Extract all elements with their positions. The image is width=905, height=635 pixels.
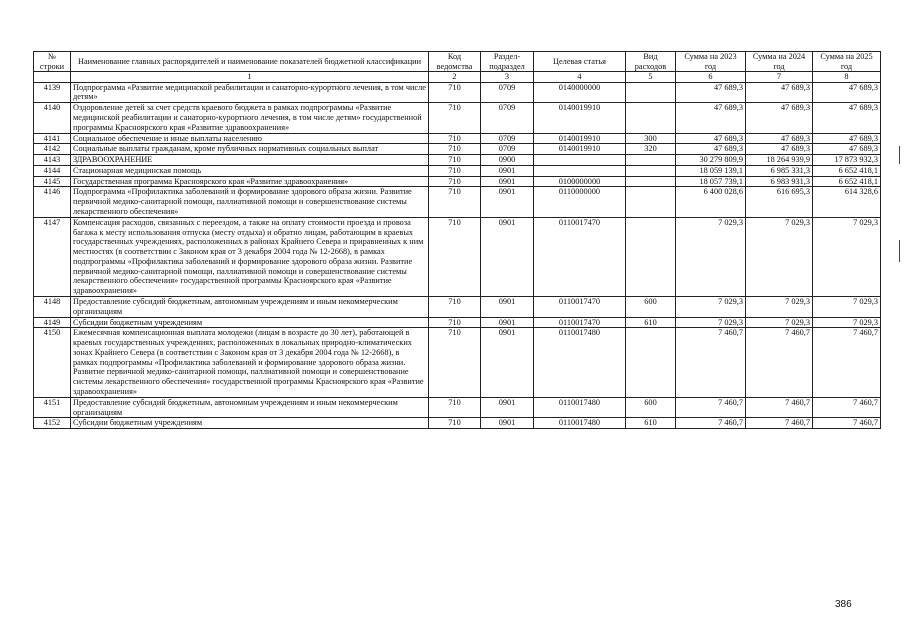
row-sum-2023-cell: 7 029,3 [676,317,746,328]
margin-mark [899,146,900,164]
row-name-cell: Компенсация расходов, связанных с переездом, а также на оплату стоимости проезда и провоза багажа к месту использования отпуска (месту отдыха) и обратно лицам, работающим в краевых государственных учреждениях, расположенных в районах Крайнего Севера и приравненных к ним местностях (в соответствии с Законом края от 3 декабря 2004 года № 12-2668), в рамках подпрограммы «Профилактика заболеваний и формирование здорового образа жизни. Развитие первичной медико-санитарной помощи, паллиативной помощи и совершенствование системы лекарственного обеспечения» государственной программы Красноярского края «Развитие здравоохранения» [71,217,429,296]
row-expense-type-cell [626,165,676,176]
row-target-article-cell [534,165,626,176]
row-target-article-cell: 0110000000 [534,187,626,217]
row-target-article-cell: 0140019910 [534,133,626,144]
row-sum-2025-cell: 47 689,3 [813,144,881,155]
row-section-cell: 0709 [481,82,534,103]
table-row [34,103,881,133]
row-expense-type-cell: 320 [626,144,676,155]
header-number: 8 [813,72,881,83]
row-dept-code-cell: 710 [429,155,481,166]
row-target-article-cell [534,155,626,166]
row-number-cell: 4142 [34,144,71,155]
row-sum-2024-cell: 7 460,7 [746,418,813,429]
row-expense-type-cell [626,103,676,133]
table-row [34,317,881,328]
row-section-cell: 0709 [481,103,534,133]
table-row [34,418,881,429]
row-target-article-cell: 0110017480 [534,328,626,397]
row-dept-code-cell: 710 [429,297,481,318]
header-name: Наименование главных распорядителей и наименование показателей бюджетной классификации [71,52,429,72]
row-sum-2023-cell: 7 029,3 [676,297,746,318]
row-sum-2023-cell: 18 059 139,1 [676,165,746,176]
row-sum-2023-cell: 6 400 028,6 [676,187,746,217]
row-dept-code-cell: 710 [429,397,481,418]
row-section-cell: 0900 [481,155,534,166]
table-row [34,297,881,318]
header-dept-code: Код ведомства [429,52,481,72]
row-section-cell: 0901 [481,328,534,397]
row-expense-type-cell [626,82,676,103]
row-dept-code-cell: 710 [429,217,481,296]
header-number: 5 [626,72,676,83]
row-dept-code-cell: 710 [429,82,481,103]
row-section-cell: 0901 [481,297,534,318]
table-row [34,397,881,418]
page-number: 386 [835,599,852,610]
row-expense-type-cell: 600 [626,397,676,418]
row-sum-2025-cell: 7 460,7 [813,397,881,418]
row-sum-2024-cell: 47 689,3 [746,103,813,133]
row-expense-type-cell: 610 [626,317,676,328]
header-number: 1 [71,72,429,83]
row-number-cell: 4145 [34,176,71,187]
row-sum-2024-cell: 18 264 939,9 [746,155,813,166]
row-name-cell: Предоставление субсидий бюджетным, автономным учреждениям и иным некоммерческим организациям [71,297,429,318]
row-sum-2024-cell: 47 689,3 [746,82,813,103]
row-target-article-cell: 0140019910 [534,144,626,155]
row-sum-2024-cell: 7 460,7 [746,328,813,397]
header-number: 4 [534,72,626,83]
row-target-article-cell: 0110017480 [534,397,626,418]
row-sum-2024-cell: 47 689,3 [746,133,813,144]
row-section-cell: 0709 [481,133,534,144]
row-dept-code-cell: 710 [429,165,481,176]
row-name-cell: Стационарная медицинская помощь [71,165,429,176]
header-sum-2025: Сумма на 2025 год [813,52,881,72]
row-sum-2024-cell: 7 029,3 [746,317,813,328]
row-name-cell: Предоставление субсидий бюджетным, автономным учреждениям и иным некоммерческим организациям [71,397,429,418]
row-name-cell: Оздоровление детей за счет средств краевого бюджета в рамках подпрограммы «Развитие медицинской реабилитации и санаторно-курортного лечения, в том числе детям» государственной программы Красноярского края «Развитие здравоохранения» [71,103,429,133]
header-number: 2 [429,72,481,83]
table-row [34,155,881,166]
row-dept-code-cell: 710 [429,176,481,187]
table-row [34,328,881,397]
row-number-cell: 4143 [34,155,71,166]
header-sum-2023: Сумма на 2023 год [676,52,746,72]
row-dept-code-cell: 710 [429,317,481,328]
row-name-cell: Ежемесячная компенсационная выплата молодежи (лицам в возрасте до 30 лет), работающей в краевых государственных учреждениях, расположенных в локальных природно-климатических зонах Крайнего Севера (в соответствии с Законом края от 3 декабря 2004 года № 12-2668), в рамках подпрограммы «Профилактика заболеваний и формирование здорового образа жизни. Развитие первичной медико-санитарной помощи, паллиативной помощи и совершенствование системы лекарственного обеспечения» государственной программы Красноярского края «Развитие здравоохранения» [71,328,429,397]
row-target-article-cell: 0140000000 [534,82,626,103]
row-sum-2023-cell: 7 460,7 [676,418,746,429]
row-sum-2024-cell: 6 983 931,3 [746,176,813,187]
row-expense-type-cell [626,176,676,187]
row-sum-2023-cell: 47 689,3 [676,144,746,155]
row-dept-code-cell: 710 [429,133,481,144]
row-section-cell: 0901 [481,418,534,429]
row-number-cell: 4139 [34,82,71,103]
row-name-cell: Социальные выплаты гражданам, кроме публичных нормативных социальных выплат [71,144,429,155]
row-sum-2025-cell: 17 873 932,3 [813,155,881,166]
row-name-cell: Субсидии бюджетным учреждениям [71,317,429,328]
row-sum-2025-cell: 7 460,7 [813,328,881,397]
row-expense-type-cell [626,187,676,217]
row-section-cell: 0709 [481,144,534,155]
row-section-cell: 0901 [481,176,534,187]
row-dept-code-cell: 710 [429,103,481,133]
row-sum-2025-cell: 7 029,3 [813,297,881,318]
row-name-cell: Подпрограмма «Профилактика заболеваний и формирование здорового образа жизни. Развитие первичной медико-санитарной помощи, паллиативной помощи и совершенствование системы лекарственного обеспечения» [71,187,429,217]
header-number: 6 [676,72,746,83]
row-section-cell: 0901 [481,187,534,217]
table-row [34,82,881,103]
row-sum-2025-cell: 6 652 418,1 [813,176,881,187]
row-target-article-cell: 0100000000 [534,176,626,187]
row-sum-2023-cell: 7 460,7 [676,328,746,397]
row-number-cell: 4141 [34,133,71,144]
row-section-cell: 0901 [481,217,534,296]
row-expense-type-cell [626,328,676,397]
header-number: 7 [746,72,813,83]
row-sum-2025-cell: 47 689,3 [813,133,881,144]
row-sum-2023-cell: 47 689,3 [676,103,746,133]
row-number-cell: 4152 [34,418,71,429]
row-sum-2024-cell: 7 460,7 [746,397,813,418]
row-number-cell: 4147 [34,217,71,296]
row-expense-type-cell: 610 [626,418,676,429]
table-row [34,187,881,217]
row-sum-2025-cell: 7 029,3 [813,317,881,328]
row-sum-2024-cell: 616 695,3 [746,187,813,217]
header-number: 3 [481,72,534,83]
table-body [34,82,881,429]
header-target-article: Целевая статья [534,52,626,72]
row-name-cell: Субсидии бюджетным учреждениям [71,418,429,429]
row-name-cell: Социальное обеспечение и иные выплаты населению [71,133,429,144]
row-sum-2024-cell: 47 689,3 [746,144,813,155]
row-expense-type-cell: 600 [626,297,676,318]
row-sum-2023-cell: 18 057 739,1 [676,176,746,187]
row-section-cell: 0901 [481,165,534,176]
table-row [34,133,881,144]
table-row [34,144,881,155]
row-section-cell: 0901 [481,397,534,418]
row-target-article-cell: 0110017480 [534,418,626,429]
row-number-cell: 4148 [34,297,71,318]
row-expense-type-cell [626,155,676,166]
row-target-article-cell: 0110017470 [534,317,626,328]
row-sum-2025-cell: 614 328,6 [813,187,881,217]
header-number-row [34,72,881,83]
row-sum-2024-cell: 7 029,3 [746,297,813,318]
row-sum-2023-cell: 7 460,7 [676,397,746,418]
row-sum-2023-cell: 30 279 809,9 [676,155,746,166]
table-row [34,217,881,296]
row-name-cell: Государственная программа Красноярского края «Развитие здравоохранения» [71,176,429,187]
row-number-cell: 4146 [34,187,71,217]
row-sum-2025-cell: 47 689,3 [813,82,881,103]
row-name-cell: ЗДРАВООХРАНЕНИЕ [71,155,429,166]
row-name-cell: Подпрограмма «Развитие медицинской реабилитации и санаторно-курортного лечения, в том числе детям» [71,82,429,103]
header-row-number: № строки [34,52,71,72]
row-expense-type-cell: 300 [626,133,676,144]
row-sum-2025-cell: 47 689,3 [813,103,881,133]
table-row [34,165,881,176]
margin-mark [899,240,900,262]
row-dept-code-cell: 710 [429,187,481,217]
header-section: Раздел-подраздел [481,52,534,72]
row-number-cell: 4144 [34,165,71,176]
row-dept-code-cell: 710 [429,144,481,155]
header-expense-type: Вид расходов [626,52,676,72]
row-sum-2024-cell: 7 029,3 [746,217,813,296]
row-target-article-cell: 0110017470 [534,297,626,318]
row-sum-2023-cell: 7 029,3 [676,217,746,296]
row-number-cell: 4140 [34,103,71,133]
budget-table [33,51,881,429]
row-target-article-cell: 0110017470 [534,217,626,296]
row-section-cell: 0901 [481,317,534,328]
row-sum-2023-cell: 47 689,3 [676,82,746,103]
header-row [34,52,881,72]
row-sum-2024-cell: 6 985 331,3 [746,165,813,176]
header-sum-2024: Сумма на 2024 год [746,52,813,72]
row-expense-type-cell [626,217,676,296]
row-sum-2025-cell: 7 029,3 [813,217,881,296]
row-sum-2025-cell: 7 460,7 [813,418,881,429]
row-sum-2025-cell: 6 652 418,1 [813,165,881,176]
row-target-article-cell: 0140019910 [534,103,626,133]
row-number-cell: 4149 [34,317,71,328]
row-dept-code-cell: 710 [429,328,481,397]
table-row [34,176,881,187]
row-number-cell: 4151 [34,397,71,418]
header-number [34,72,71,83]
row-sum-2023-cell: 47 689,3 [676,133,746,144]
row-dept-code-cell: 710 [429,418,481,429]
row-number-cell: 4150 [34,328,71,397]
